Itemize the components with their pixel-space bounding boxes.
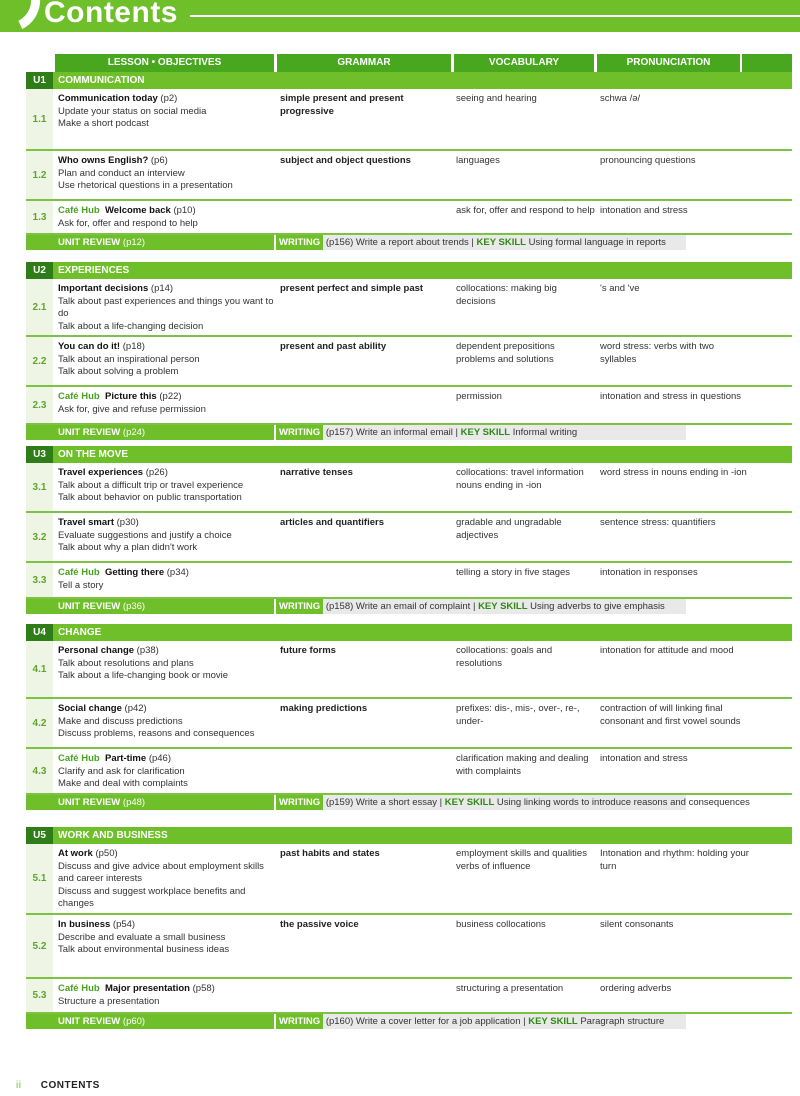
page-title: Contents <box>44 0 178 29</box>
writing-task: (p159) Write a short essay | <box>325 797 443 808</box>
lesson-objective: Discuss and suggest workplace benefits and changes <box>58 885 246 909</box>
grammar-cell: subject and object questions <box>280 155 411 166</box>
lesson-number: 2.2 <box>26 337 53 385</box>
cafe-hub-label: Café Hub <box>58 753 100 764</box>
pronunciation-cell: pronouncing questions <box>600 155 696 166</box>
lesson-cell <box>58 919 278 957</box>
lesson-cell <box>58 283 278 333</box>
lesson-page: (p22) <box>159 391 182 402</box>
pronunciation-cell: Intonation and rhythm: holding your turn <box>600 848 749 872</box>
writing-task: (p157) Write an informal email | <box>325 427 458 438</box>
vocabulary-cell: languages <box>456 155 500 166</box>
lesson-cell <box>58 848 278 911</box>
pronunciation-cell: intonation and stress <box>600 205 688 216</box>
lesson-objective: Make and deal with complaints <box>58 778 188 789</box>
lesson-number: 3.1 <box>26 463 53 511</box>
lesson-cell <box>58 391 278 416</box>
lesson-heading <box>58 205 278 218</box>
writing-label: WRITING <box>276 1014 323 1029</box>
unit-header <box>26 72 792 89</box>
unit-review <box>26 425 274 440</box>
lesson-heading <box>58 848 278 861</box>
key-skill-label: KEY SKILL <box>444 797 495 808</box>
lesson-cell <box>58 753 278 791</box>
cafe-hub-label: Café Hub <box>58 983 100 994</box>
lesson-objective: Clarify and ask for clarification <box>58 765 185 777</box>
lesson-page: (p10) <box>173 205 196 216</box>
unit-review-page: (p60) <box>122 1016 146 1027</box>
grammar-cell: present perfect and simple past <box>280 283 424 294</box>
unit-review-label: UNIT REVIEW <box>58 797 121 808</box>
unit-code: U3 <box>26 446 53 463</box>
vocabulary-cell: seeing and hearing <box>456 93 537 104</box>
lesson-objective: Ask for, give and refuse permission <box>58 403 206 415</box>
lesson-cell <box>58 341 278 379</box>
writing-label: WRITING <box>276 425 323 440</box>
lesson-number: 3.2 <box>26 513 53 561</box>
lesson-cell <box>58 467 278 505</box>
lesson-row <box>26 201 792 235</box>
vocabulary-cell: dependent prepositions problems and solutions <box>456 341 555 365</box>
vocabulary-cell: gradable and ungradable adjectives <box>456 517 562 541</box>
lesson-objective: Talk about a life-changing book or movie <box>58 670 229 681</box>
lesson-cell <box>58 155 278 193</box>
writing-info <box>276 1014 686 1029</box>
unit-title: WORK AND BUSINESS <box>58 830 168 841</box>
key-skill-label: KEY SKILL <box>528 1016 578 1027</box>
lesson-objective: Update your status on social media <box>58 105 207 117</box>
unit-review-label: UNIT REVIEW <box>58 601 121 612</box>
lesson-heading <box>58 517 278 530</box>
unit-review <box>26 599 274 614</box>
key-skill-text: Informal writing <box>512 427 578 438</box>
lesson-page: (p50) <box>95 848 118 859</box>
lesson-number: 4.1 <box>26 641 53 697</box>
lesson-objective: Talk about why a plan didn't work <box>58 542 198 553</box>
vocabulary-cell: collocations: making big decisions <box>456 283 557 307</box>
grammar-cell: making predictions <box>280 703 368 714</box>
lesson-objective: Evaluate suggestions and justify a choice <box>58 529 232 541</box>
lesson-objective: Make and discuss predictions <box>58 715 183 727</box>
lesson-number: 2.3 <box>26 387 53 423</box>
lesson-title: Who owns English? <box>58 155 149 166</box>
lesson-objective: Talk about solving a problem <box>58 366 179 377</box>
pronunciation-cell: word stress: verbs with two syllables <box>600 341 715 365</box>
title-rule <box>190 15 800 17</box>
column-header-grammar: GRAMMAR <box>277 54 451 72</box>
vocabulary-cell: structuring a presentation <box>456 983 564 994</box>
lesson-page: (p2) <box>160 93 178 104</box>
lesson-objective: Talk about a life-changing decision <box>58 320 204 332</box>
lesson-number: 2.1 <box>26 279 53 335</box>
grammar-cell: the passive voice <box>280 919 359 930</box>
unit-review-page: (p48) <box>122 797 146 808</box>
pronunciation-cell: silent consonants <box>600 919 674 930</box>
lesson-row <box>26 463 792 513</box>
lesson-objective: Tell a story <box>58 579 104 591</box>
writing-info <box>276 795 750 810</box>
lesson-row <box>26 387 792 425</box>
lesson-title: In business <box>58 919 111 930</box>
lesson-cell <box>58 645 278 683</box>
lesson-objective: Structure a presentation <box>58 995 160 1007</box>
lesson-title: Communication today <box>58 93 158 104</box>
key-skill-text: Using formal language in reports <box>528 237 666 248</box>
lesson-cell <box>58 567 278 592</box>
writing-label: WRITING <box>276 235 323 250</box>
lesson-row <box>26 641 792 699</box>
vocabulary-cell: business collocations <box>456 919 546 930</box>
unit-code: U5 <box>26 827 53 844</box>
unit-review-row <box>26 235 792 250</box>
column-header-lesson: LESSON • OBJECTIVES <box>55 54 274 72</box>
key-skill-text: Paragraph structure <box>580 1016 665 1027</box>
lesson-row <box>26 279 792 337</box>
lesson-heading <box>58 155 278 168</box>
lesson-number: 5.3 <box>26 979 53 1012</box>
unit-review-page: (p36) <box>122 601 146 612</box>
lesson-title: Important decisions <box>58 283 149 294</box>
column-header-tail <box>742 54 792 72</box>
lesson-cell <box>58 517 278 555</box>
lesson-cell <box>58 703 278 741</box>
lesson-cell <box>58 205 278 230</box>
pronunciation-cell: 's and 've <box>600 283 640 294</box>
lesson-cell <box>58 93 278 131</box>
key-skill-label: KEY SKILL <box>476 237 526 248</box>
lesson-heading <box>58 93 278 106</box>
unit-review <box>26 1014 274 1029</box>
vocabulary-cell: telling a story in five stages <box>456 567 571 578</box>
grammar-cell: simple present and present progressive <box>280 93 404 117</box>
key-skill-label: KEY SKILL <box>460 427 511 438</box>
writing-info <box>276 235 686 250</box>
writing-label: WRITING <box>276 599 323 614</box>
lesson-row <box>26 563 792 599</box>
cafe-hub-label: Café Hub <box>58 391 100 402</box>
lesson-row <box>26 844 792 915</box>
lesson-objective: Talk about resolutions and plans <box>58 657 194 669</box>
lesson-page: (p6) <box>150 155 168 166</box>
unit-header <box>26 624 792 641</box>
key-skill-text: Using adverbs to give emphasis <box>530 601 665 612</box>
lesson-heading <box>58 283 278 296</box>
unit-review-row <box>26 1014 792 1029</box>
unit-title: COMMUNICATION <box>58 75 145 86</box>
lesson-heading <box>58 753 278 766</box>
key-skill-text: Using linking words to introduce reasons and consequences <box>496 797 750 808</box>
lesson-page: (p38) <box>136 645 159 656</box>
cafe-hub-label: Café Hub <box>58 567 100 578</box>
lesson-title: Personal change <box>58 645 135 656</box>
lesson-title: Social change <box>58 703 122 714</box>
lesson-page: (p14) <box>150 283 174 294</box>
writing-task: (p158) Write an email of complaint | <box>325 601 476 612</box>
lesson-page: (p26) <box>145 467 168 478</box>
lesson-objective: Talk about behavior on public transportation <box>58 492 242 503</box>
lesson-heading <box>58 467 278 480</box>
writing-info <box>276 599 686 614</box>
lesson-row <box>26 151 792 201</box>
lesson-row <box>26 915 792 979</box>
lesson-row <box>26 337 792 387</box>
lesson-objective: Talk about a difficult trip or travel experience <box>58 479 244 491</box>
unit-review <box>26 235 274 250</box>
lesson-title: At work <box>58 848 93 859</box>
lesson-number: 5.1 <box>26 844 53 913</box>
lesson-heading <box>58 567 278 580</box>
lesson-title: Travel experiences <box>58 467 144 478</box>
footer-page-number: ii <box>16 1080 22 1091</box>
column-header-vocabulary: VOCABULARY <box>454 54 594 72</box>
pronunciation-cell: contraction of will linking final consonant and first vowel sounds <box>600 703 741 727</box>
vocabulary-cell: prefixes: dis-, mis-, over-, re-, under- <box>456 703 580 727</box>
lesson-title: Welcome back <box>104 205 171 216</box>
lesson-number: 1.3 <box>26 201 53 233</box>
lesson-title: You can do it! <box>58 341 121 352</box>
unit-review-label: UNIT REVIEW <box>58 427 121 438</box>
lesson-title: Travel smart <box>58 517 114 528</box>
pronunciation-cell: schwa /ə/ <box>600 93 641 104</box>
vocabulary-cell: collocations: goals and resolutions <box>456 645 553 669</box>
lesson-page: (p42) <box>124 703 147 714</box>
vocabulary-cell: ask for, offer and respond to help <box>456 205 595 216</box>
footer-label: CONTENTS <box>40 1080 100 1091</box>
lesson-heading <box>58 983 278 996</box>
lesson-number: 3.3 <box>26 563 53 597</box>
unit-review-label: UNIT REVIEW <box>58 237 121 248</box>
lesson-number: 4.2 <box>26 699 53 747</box>
grammar-cell: past habits and states <box>280 848 380 859</box>
lesson-heading <box>58 645 278 658</box>
lesson-page: (p54) <box>112 919 136 930</box>
column-header-pronunciation: PRONUNCIATION <box>597 54 740 72</box>
lesson-row <box>26 979 792 1014</box>
lesson-heading <box>58 341 278 354</box>
page-footer <box>16 1080 100 1091</box>
lesson-cell <box>58 983 278 1008</box>
lesson-number: 1.2 <box>26 151 53 199</box>
lesson-objective: Talk about past experiences and things you want to do <box>58 295 274 319</box>
grammar-cell: future forms <box>280 645 336 656</box>
lesson-row <box>26 513 792 563</box>
lesson-page: (p30) <box>116 517 139 528</box>
lesson-title: Getting there <box>104 567 165 578</box>
pronunciation-cell: intonation and stress <box>600 753 688 764</box>
lesson-title: Major presentation <box>104 983 190 994</box>
vocabulary-cell: permission <box>456 391 502 402</box>
lesson-number: 1.1 <box>26 89 53 149</box>
pronunciation-cell: word stress in nouns ending in -ion <box>600 467 747 478</box>
writing-label: WRITING <box>276 795 323 810</box>
lesson-objective: Discuss problems, reasons and consequences <box>58 728 255 739</box>
unit-code: U1 <box>26 72 53 89</box>
grammar-cell: narrative tenses <box>280 467 353 478</box>
lesson-title: Picture this <box>104 391 157 402</box>
lesson-heading <box>58 391 278 404</box>
lesson-objective: Ask for, offer and respond to help <box>58 217 198 229</box>
unit-review <box>26 795 274 810</box>
lesson-objective: Talk about an inspirational person <box>58 353 200 365</box>
lesson-row <box>26 89 792 151</box>
unit-review-row <box>26 425 792 440</box>
lesson-page: (p18) <box>122 341 145 352</box>
pronunciation-cell: intonation in responses <box>600 567 698 578</box>
lesson-page: (p58) <box>192 983 215 994</box>
pronunciation-cell: intonation for attitude and mood <box>600 645 734 656</box>
writing-task: (p156) Write a report about trends | <box>325 237 474 248</box>
lesson-objective: Use rhetorical questions in a presentation <box>58 180 233 191</box>
unit-header <box>26 446 792 463</box>
vocabulary-cell: collocations: travel information nouns ending in -ion <box>456 467 584 491</box>
lesson-number: 4.3 <box>26 749 53 793</box>
grammar-cell: articles and quantifiers <box>280 517 385 528</box>
unit-review-row <box>26 795 792 810</box>
unit-title: ON THE MOVE <box>58 449 129 460</box>
lesson-page: (p34) <box>166 567 189 578</box>
writing-info <box>276 425 686 440</box>
lesson-number: 5.2 <box>26 915 53 977</box>
unit-header <box>26 262 792 279</box>
vocabulary-cell: employment skills and qualities verbs of influence <box>456 848 587 872</box>
unit-review-page: (p24) <box>122 427 146 438</box>
unit-code: U4 <box>26 624 53 641</box>
unit-title: CHANGE <box>58 627 102 638</box>
unit-code: U2 <box>26 262 53 279</box>
title-bar <box>0 0 800 34</box>
writing-task: (p160) Write a cover letter for a job application | <box>325 1016 526 1027</box>
unit-review-row <box>26 599 792 614</box>
unit-review-label: UNIT REVIEW <box>58 1016 121 1027</box>
pronunciation-cell: ordering adverbs <box>600 983 672 994</box>
unit-header <box>26 827 792 844</box>
lesson-objective: Discuss and give advice about employment skills and career interests <box>58 860 264 884</box>
lesson-objective: Make a short podcast <box>58 118 149 129</box>
lesson-heading <box>58 703 278 716</box>
cafe-hub-label: Café Hub <box>58 205 100 216</box>
pronunciation-cell: intonation and stress in questions <box>600 391 742 402</box>
unit-review-page: (p12) <box>122 237 146 248</box>
pronunciation-cell: sentence stress: quantifiers <box>600 517 716 528</box>
lesson-page: (p46) <box>148 753 171 764</box>
grammar-cell: present and past ability <box>280 341 387 352</box>
lesson-objective: Talk about environmental business ideas <box>58 944 230 955</box>
lesson-title: Part-time <box>104 753 147 764</box>
lesson-row <box>26 749 792 795</box>
key-skill-label: KEY SKILL <box>478 601 528 612</box>
lesson-objective: Plan and conduct an interview <box>58 167 185 179</box>
lesson-heading <box>58 919 278 932</box>
unit-title: EXPERIENCES <box>58 265 130 276</box>
lesson-row <box>26 699 792 749</box>
vocabulary-cell: clarification making and dealing with complaints <box>456 753 589 777</box>
lesson-objective: Describe and evaluate a small business <box>58 931 226 943</box>
